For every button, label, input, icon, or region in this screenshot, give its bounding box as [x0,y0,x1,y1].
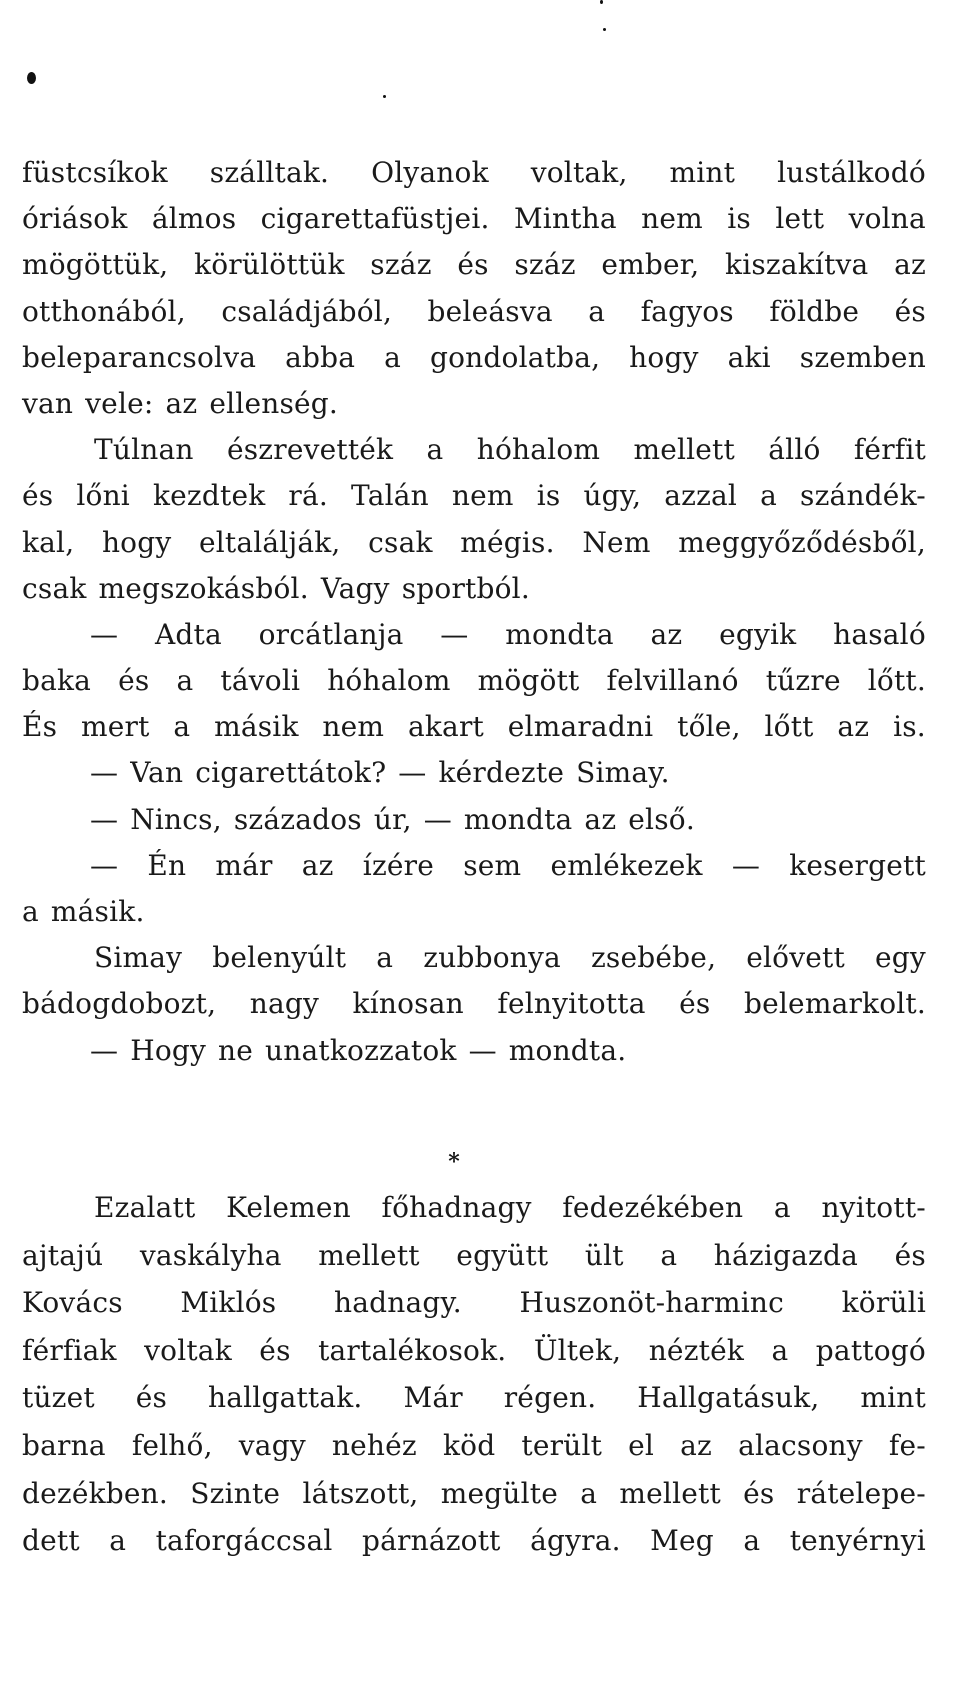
text-line: baka és a távoli hóhalom mögött felvillanó tűzre lőtt. [22,664,926,698]
text-line: és lőni kezdtek rá. Talán nem is úgy, azzal a szándék- [22,479,926,513]
text-line: — Hogy ne unatkozzatok — mondta. [90,1033,627,1067]
ink-speck [600,0,603,4]
text-line: tüzet és hallgattak. Már régen. Hallgatásuk, mint [22,1381,926,1415]
text-line: beleparancsolva abba a gondolatba, hogy aki szemben [22,340,926,374]
text-line: Simay belenyúlt a zubbonya zsebébe, elővett egy [94,941,926,975]
text-line: dezékben. Szinte látszott, megülte a mellett és rátelepe- [22,1476,926,1510]
text-line: férfiak voltak és tartalékosok. Ültek, nézték a pattogó [22,1333,926,1367]
text-line: Túlnan észrevették a hóhalom mellett álló férfit [94,433,926,467]
ink-speck [383,95,386,98]
text-line: kal, hogy eltalálják, csak mégis. Nem meggyőződésből, [22,525,926,559]
text-line: dett a taforgáccsal párnázott ágyra. Meg a tenyérnyi [22,1524,926,1558]
text-line: ajtajú vaskályha mellett együtt ült a házigazda és [22,1238,926,1272]
text-line: füstcsíkok szálltak. Olyanok voltak, mint lustálkodó [22,156,926,189]
ink-speck [603,28,606,31]
text-line: És mert a másik nem akart elmaradni tőle, lőtt az is. [22,710,926,744]
text-line: a másik. [22,895,145,928]
text-line: — Nincs, százados úr, — mondta az első. [90,802,695,836]
text-line: — Én már az ízére sem emlékezek — kesergett [90,848,926,882]
text-line: Ezalatt Kelemen főhadnagy fedezékében a nyitott- [94,1191,926,1224]
text-line: — Van cigarettátok? — kérdezte Simay. [90,756,670,790]
text-section-2 [22,1184,926,1565]
text-line: otthonából, családjából, beleásva a fagyos földbe és [22,294,926,328]
text-line: mögöttük, körülöttük száz és száz ember, kiszakítva az [22,248,926,282]
text-line: óriások álmos cigarettafüstjei. Mintha nem is lett volna [22,202,926,236]
text-line: bádogdobozt, nagy kínosan felnyitotta és belemarkolt. [22,987,926,1021]
ink-speck [27,72,36,84]
text-line: barna felhő, vagy nehéz köd terült el az alacsony fe- [22,1428,926,1462]
text-line: — Adta orcátlanja — mondta az egyik hasaló [90,617,926,651]
text-line: csak megszokásból. Vagy sportból. [22,571,530,605]
text-line: van vele: az ellenség. [22,386,339,420]
text-section-1 [22,150,926,1074]
section-separator: * [448,1149,460,1175]
text-line: Kovács Miklós hadnagy. Huszonöt-harminc körüli [22,1286,926,1320]
